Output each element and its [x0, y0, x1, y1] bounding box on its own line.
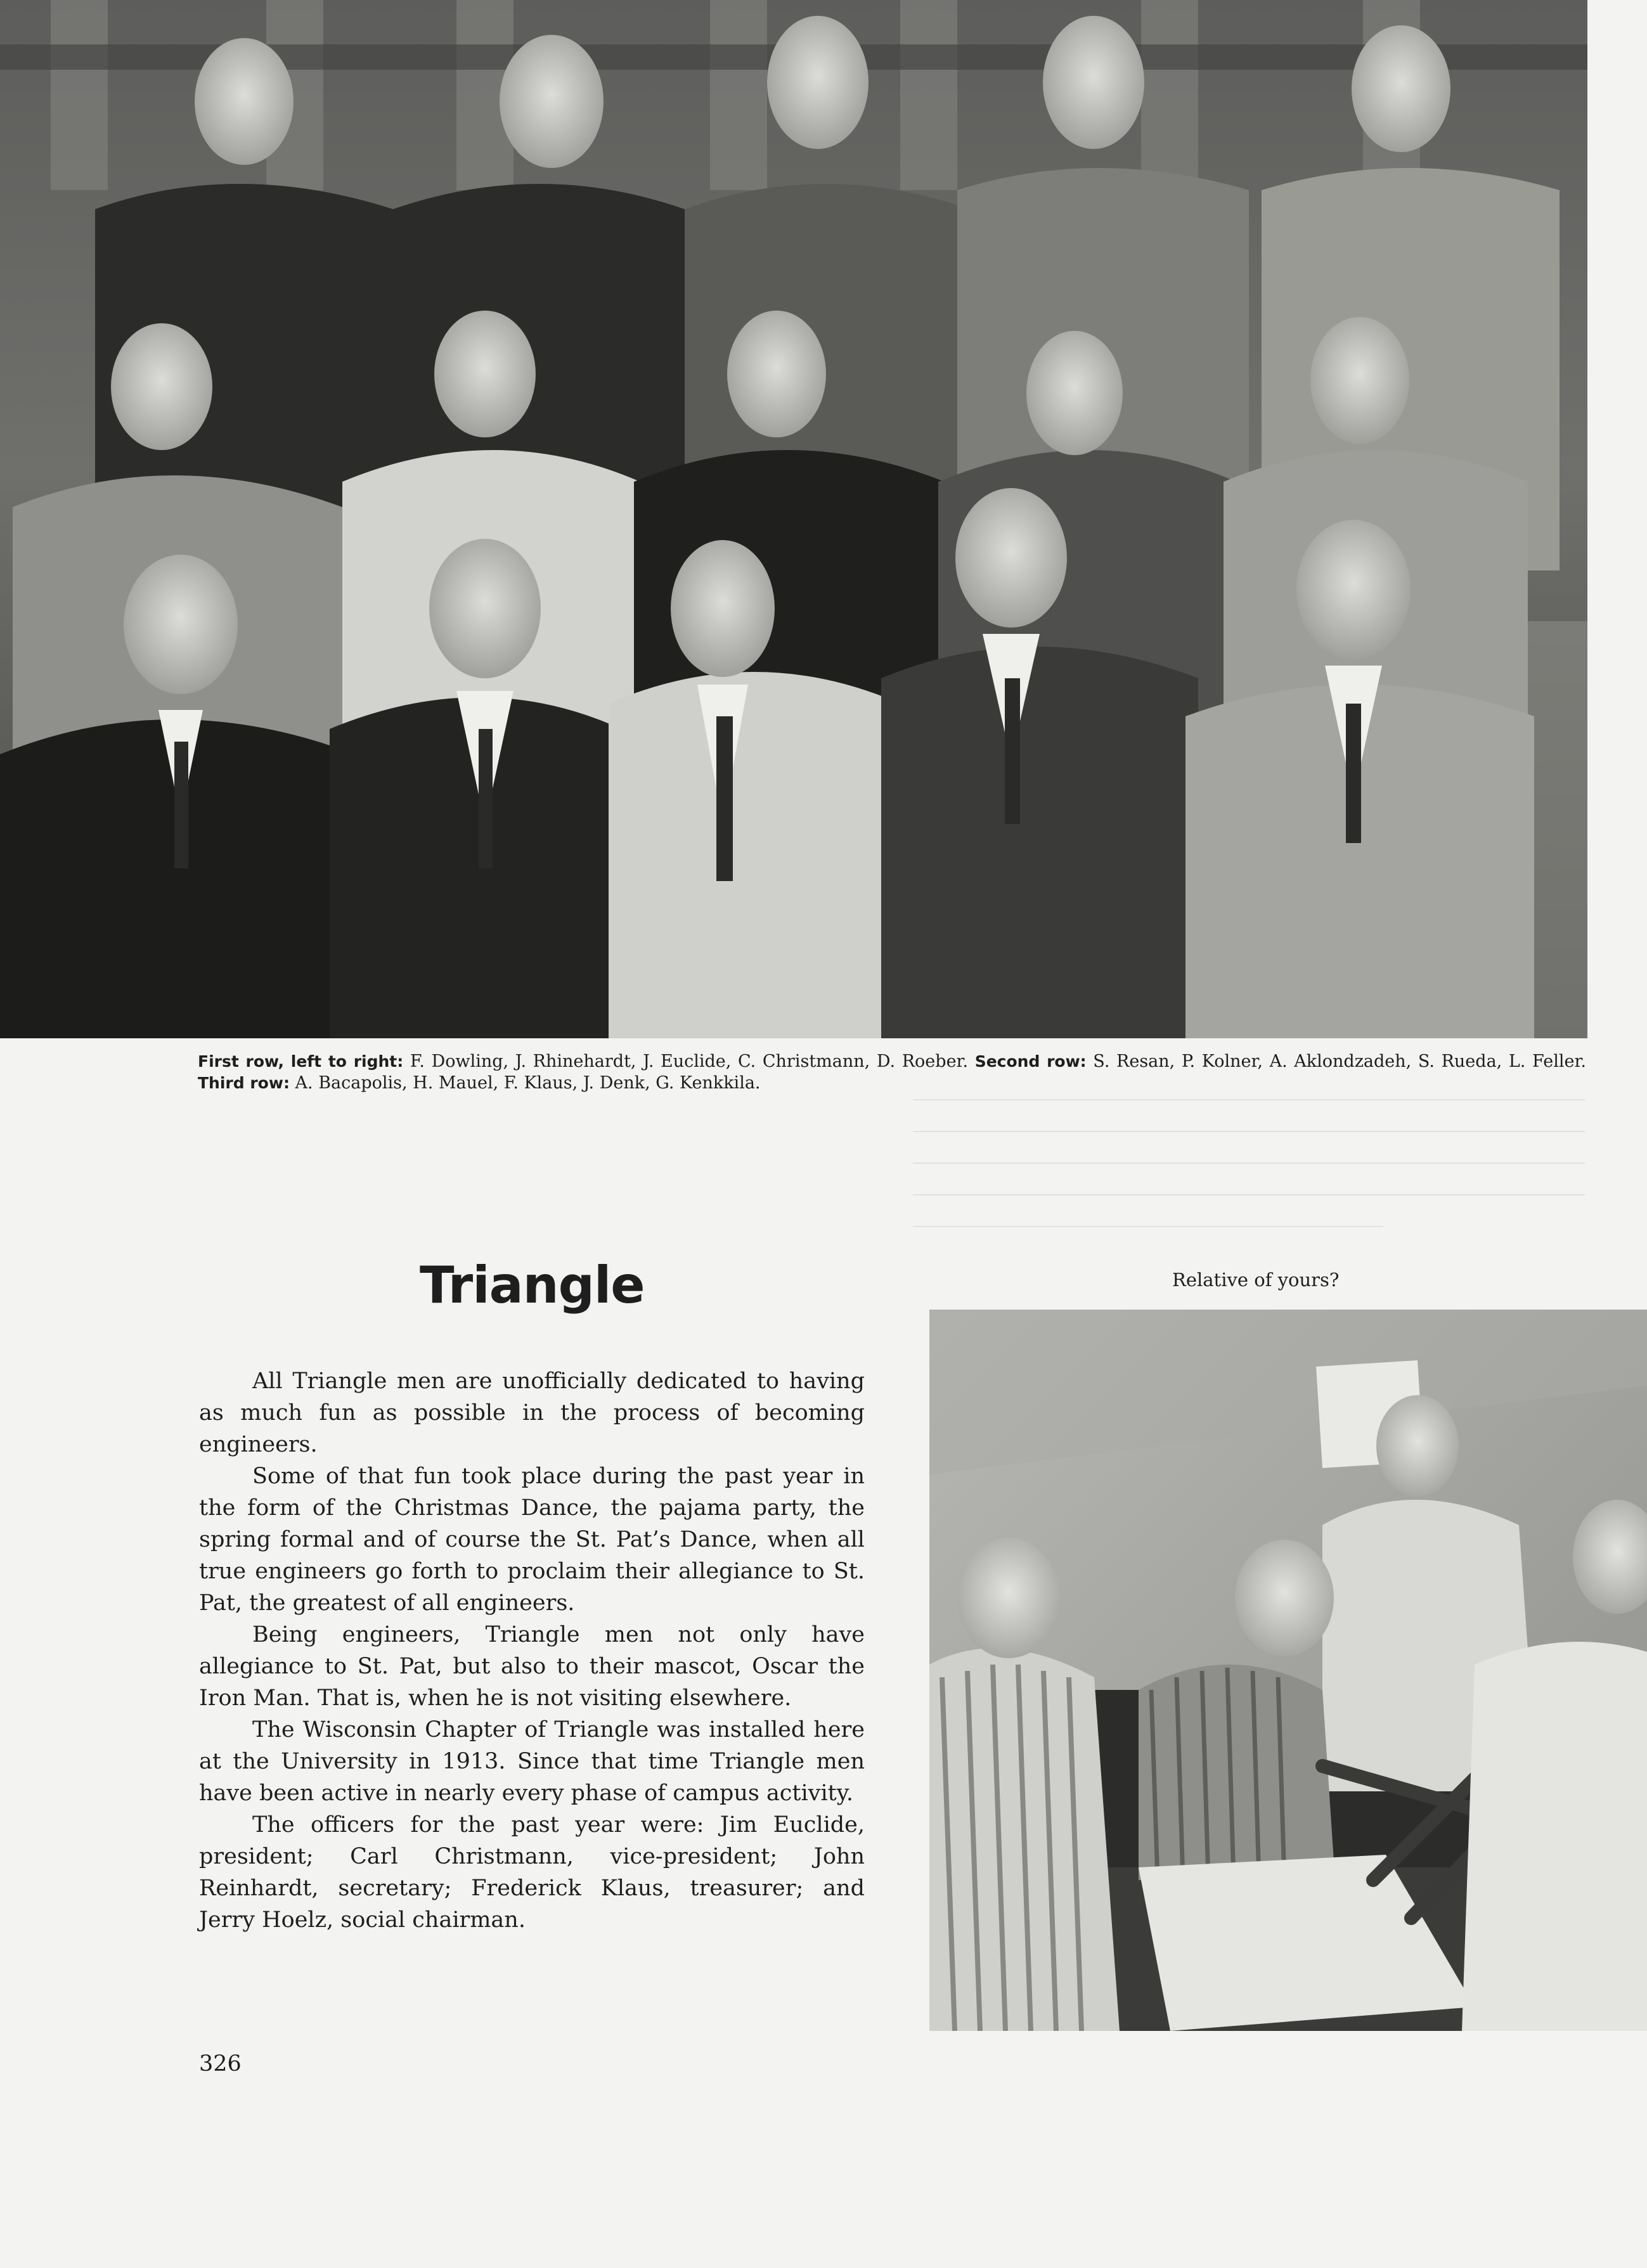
caption-label-third-row: Third row:: [198, 1074, 290, 1092]
candid-photo-caption: Relative of yours?: [1172, 1269, 1340, 1291]
article-paragraph: Being engineers, Triangle men not only have allegiance to St. Pat, but also to their mascot, Oscar the Iron Man. That is, when he is not visiting elsewhere.: [199, 1622, 865, 1711]
article-paragraph: Some of that fun took place during the past year in the form of the Christmas Dance, the pajama party, the spring formal and of course the St. Pat’s Dance, when all true engineers go forth to proclaim their allegiance to St. Pat, the greatest of all engineers.: [199, 1464, 865, 1616]
article-paragraph: The officers for the past year were: Jim Euclide, president; Carl Christmann, vice-president; John Reinhardt, secretary; Frederick Klaus, treasurer; and Jerry Hoelz, social chairman.: [199, 1812, 865, 1933]
group-photo: [0, 0, 1587, 1038]
caption-names-second-row: S. Resan, P. Kolner, A. Aklondzadeh, S. Rueda, L. Feller.: [1086, 1052, 1586, 1071]
article-title: Triangle: [420, 1256, 645, 1315]
group-photo-caption: [198, 1051, 1586, 1094]
page-number: 326: [199, 2051, 242, 2077]
caption-label-second-row: Second row:: [974, 1052, 1087, 1071]
caption-label-first-row: First row, left to right:: [198, 1052, 404, 1071]
caption-names-first-row: F. Dowling, J. Rhinehardt, J. Euclide, C. Christmann, D. Roeber.: [403, 1052, 975, 1071]
candid-photo: [929, 1310, 1647, 2031]
article-paragraph: All Triangle men are unofficially dedicated to having as much fun as possible in the process of becoming engineers.: [199, 1369, 865, 1457]
article-body: [199, 1365, 865, 1936]
article-paragraph: The Wisconsin Chapter of Triangle was installed here at the University in 1913. Since that time Triangle men have been active in nearly every phase of campus activity.: [199, 1717, 865, 1806]
caption-names-third-row: A. Bacapolis, H. Mauel, F. Klaus, J. Denk, G. Kenkkila.: [289, 1073, 761, 1093]
